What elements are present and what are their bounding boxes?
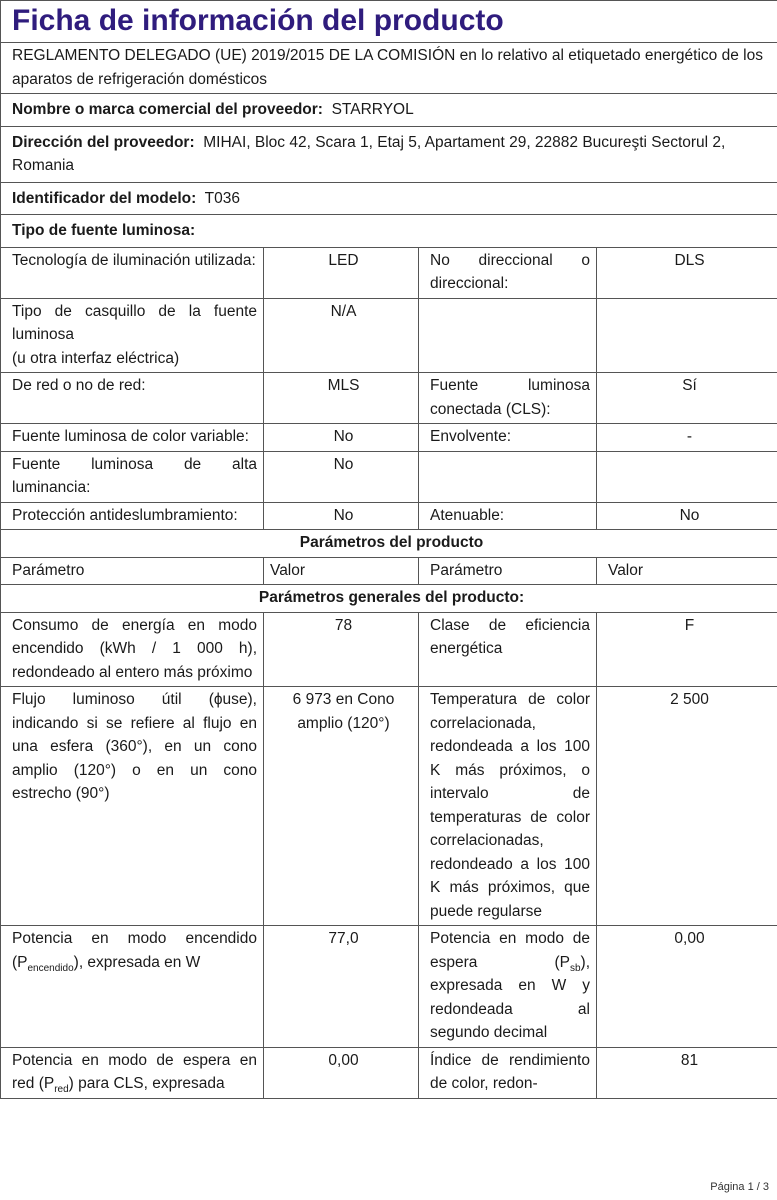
param-value: No — [264, 502, 419, 530]
label-subscript: red — [54, 1084, 69, 1096]
param-label-note: (u otra interfaz eléctrica) — [12, 349, 180, 367]
param-label — [1, 298, 264, 373]
section-heading: Parámetros generales del producto: — [1, 585, 777, 613]
param-label — [419, 451, 597, 502]
label-text: Potencia en modo de espera en red (P — [12, 1051, 257, 1092]
column-header: Parámetro — [1, 557, 264, 585]
param-value: DLS — [597, 247, 777, 298]
table-row — [1, 926, 777, 1048]
param-label: Consumo de energía en modo encendido (kWh / 1 000 h), redondeado al entero más próximo — [1, 612, 264, 687]
section-heading: Parámetros del producto — [1, 530, 777, 558]
column-header: Parámetro — [419, 557, 597, 585]
param-value: No — [597, 502, 777, 530]
label-text: ) para CLS, expresada — [68, 1075, 225, 1092]
label-text: Potencia en modo de espera (P — [430, 930, 590, 971]
param-label: Envolvente: — [419, 424, 597, 452]
param-value: F — [597, 612, 777, 687]
regulation-text: REGLAMENTO DELEGADO (UE) 2019/2015 DE LA COMISIÓN en lo relativo al etiquetado energético de los aparatos de refrigeración domésticos — [1, 43, 777, 94]
param-value: 2 500 — [597, 687, 777, 926]
param-label: Temperatura de color correlacionada, redondeada a los 100 K más próximos, o intervalo de temperaturas de color correlacionadas, redondeado a los 100 K más próximos, que puede regularse — [419, 687, 597, 926]
param-value — [597, 298, 777, 373]
supplier-row — [1, 94, 777, 127]
param-label — [1, 926, 264, 1048]
param-label — [1, 1047, 264, 1098]
param-label: Flujo luminoso útil (ϕuse), indicando si se refiere al flujo en una esfera (360°), en un cono amplio (120°) o en un cono estrecho (90°) — [1, 687, 264, 926]
label-text: Potencia en modo encendido (P — [12, 930, 257, 971]
table-row — [1, 451, 777, 502]
address-value: MIHAI, Bloc 42, Scara 1, Etaj 5, Apartament 29, 22882 Bucureşti Sectorul 2, Romania — [12, 133, 726, 174]
param-label: Fuente luminosa de color variable: — [1, 424, 264, 452]
param-label: Fuente luminosa de alta luminancia: — [1, 451, 264, 502]
label-subscript: sb — [569, 962, 581, 974]
param-value: MLS — [264, 373, 419, 424]
param-value: 78 — [264, 612, 419, 687]
supplier-label: Nombre o marca comercial del proveedor: — [12, 101, 323, 118]
param-label: Fuente luminosa conectada (CLS): — [419, 373, 597, 424]
param-label: De red o no de red: — [1, 373, 264, 424]
param-label: No direccional o direccional: — [419, 247, 597, 298]
param-label — [419, 926, 597, 1048]
model-value: T036 — [204, 189, 240, 207]
param-value — [597, 451, 777, 502]
table-row — [1, 612, 777, 687]
page-number: Página 1 / 3 — [710, 1181, 769, 1193]
param-label: Índice de rendimiento de color, redon- — [419, 1047, 597, 1098]
supplier-value: STARRYOL — [331, 101, 414, 118]
param-value: - — [597, 424, 777, 452]
param-value: N/A — [264, 298, 419, 373]
param-label: Clase de eficiencia energética — [419, 612, 597, 687]
param-label — [419, 298, 597, 373]
param-value: 0,00 — [597, 926, 777, 1048]
table-row — [1, 247, 777, 298]
address-row — [1, 126, 777, 182]
label-subscript: encendido — [27, 962, 74, 974]
param-value: No — [264, 451, 419, 502]
param-value: 77,0 — [264, 926, 419, 1048]
param-label: Tecnología de iluminación utilizada: — [1, 247, 264, 298]
column-header: Valor — [264, 557, 419, 585]
column-header: Valor — [597, 557, 777, 585]
table-row — [1, 502, 777, 530]
param-value: 81 — [597, 1047, 777, 1098]
model-label: Identificador del modelo: — [12, 189, 197, 207]
param-label-main: Tipo de casquillo de la fuente luminosa — [12, 302, 257, 343]
label-text: ), expresada en W y redondeada al segundo decimal — [430, 953, 590, 1041]
address-label: Dirección del proveedor: — [12, 133, 195, 151]
param-label: Protección antideslumbramiento: — [1, 502, 264, 530]
page-title: Ficha de información del producto — [1, 1, 777, 43]
light-source-type: Tipo de fuente luminosa: — [1, 215, 777, 248]
table-row — [1, 373, 777, 424]
param-label: Atenuable: — [419, 502, 597, 530]
column-header-row — [1, 557, 777, 585]
table-row — [1, 1047, 777, 1098]
table-row — [1, 298, 777, 373]
param-value: 6 973 en Cono amplio (120°) — [264, 687, 419, 926]
param-value: 0,00 — [264, 1047, 419, 1098]
param-value: LED — [264, 247, 419, 298]
label-text: ), expresada en W — [73, 953, 201, 971]
table-row — [1, 424, 777, 452]
page-bottom-margin — [0, 1172, 777, 1200]
param-value: Sí — [597, 373, 777, 424]
table-row — [1, 687, 777, 926]
model-row — [1, 182, 777, 215]
param-value: No — [264, 424, 419, 452]
